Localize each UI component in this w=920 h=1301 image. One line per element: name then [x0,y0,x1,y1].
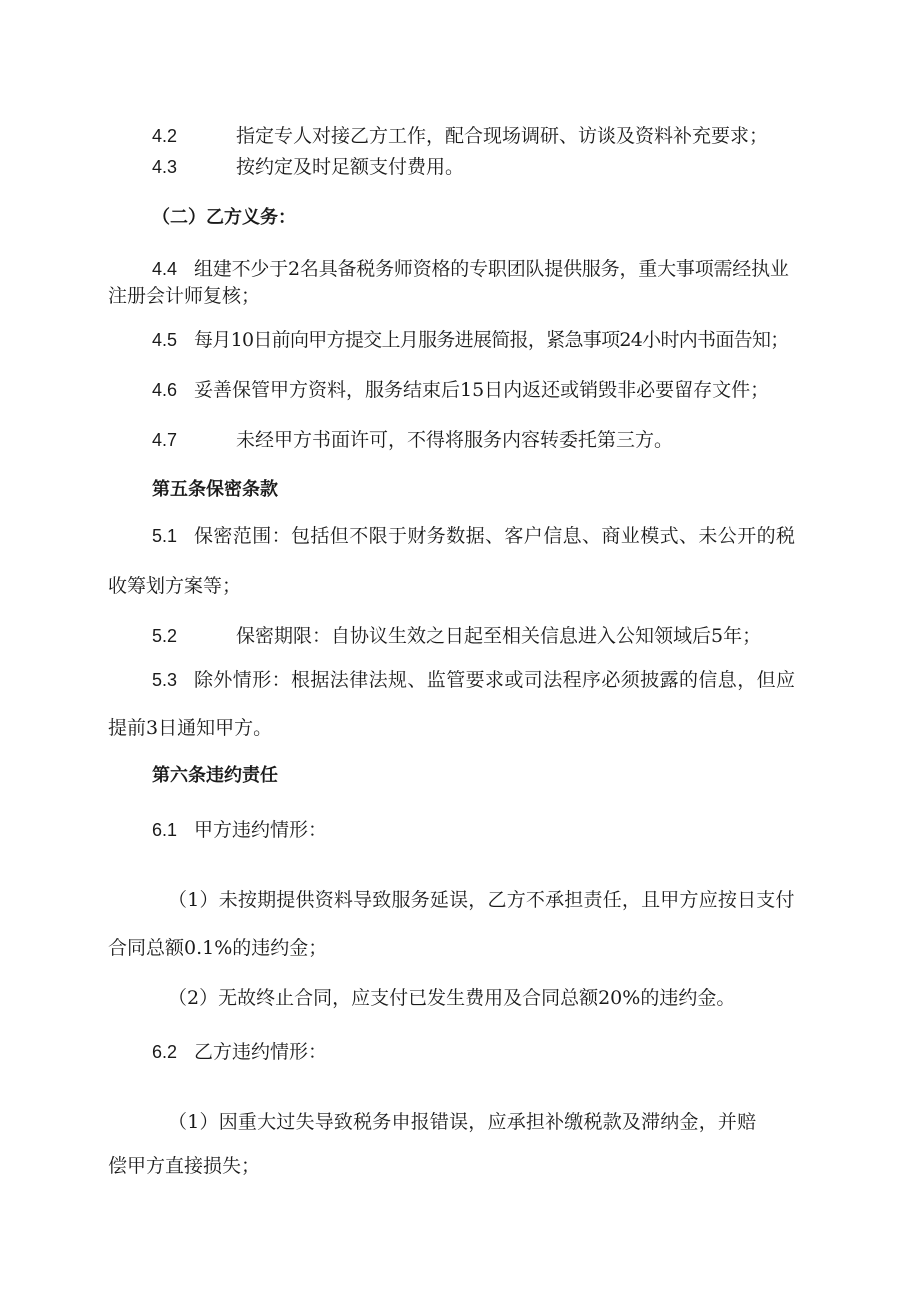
clause-text-continued: 注册会计师复核； [108,285,261,307]
clause-number: 6.1 [152,820,178,840]
clause-number: 5.3 [152,670,178,690]
clause-number: 4.7 [152,430,178,450]
clause-text: 未经甲方书面许可，不得将服务内容转委托第三方。 [236,429,674,451]
clause-number: 6.2 [152,1042,178,1062]
sub-clause-text: （1）因重大过失导致税务申报错误，应承担补缴税款及滞纳金，并赔 [168,1111,757,1133]
clause-number: 4.3 [152,157,178,177]
clause-text: 组建不少于2名具备税务师资格的专职团队提供服务，重大事项需经执业 [194,258,789,280]
clause-text: 保密范围：包括但不限于财务数据、客户信息、商业模式、未公开的税 [194,525,796,547]
sub-clause-text-continued: 合同总额0.1%的违约金； [108,937,328,959]
clause-number: 5.1 [152,526,178,546]
clause-text: 甲方违约情形： [194,819,328,841]
clause-text: 除外情形：根据法律法规、监管要求或司法程序必须披露的信息，但应 [194,669,796,691]
article-heading: 第五条保密条款 [152,479,278,500]
sub-clause-text: （1）未按期提供资料导致服务延误，乙方不承担责任，且甲方应按日支付 [168,889,795,911]
sub-clause-text-continued: 偿甲方直接损失； [108,1155,261,1177]
clause-text: 指定专人对接乙方工作，配合现场调研、访谈及资料补充要求； [236,125,769,147]
clause-number: 5.2 [152,626,178,646]
clause-number: 4.5 [152,330,178,350]
clause-text: 每月10日前向甲方提交上月服务进展简报，紧急事项24小时内书面告知； [194,329,789,351]
article-heading: 第六条违约责任 [152,765,278,786]
clause-number: 4.4 [152,259,178,279]
clause-number: 4.6 [152,380,178,400]
clause-text-continued: 提前3日通知甲方。 [108,717,273,739]
clause-text: 保密期限：自协议生效之日起至相关信息进入公知领域后5年； [236,625,762,647]
clause-text: 乙方违约情形： [194,1041,328,1063]
section-heading: （二）乙方义务： [152,207,296,228]
clause-text-continued: 收筹划方案等； [108,575,242,597]
clause-text: 妥善保管甲方资料，服务结束后15日内返还或销毁非必要留存文件； [194,379,770,401]
sub-clause-text: （2）无故终止合同，应支付已发生费用及合同总额20%的违约金。 [168,987,736,1009]
clause-text: 按约定及时足额支付费用。 [236,156,465,178]
clause-number: 4.2 [152,126,178,146]
